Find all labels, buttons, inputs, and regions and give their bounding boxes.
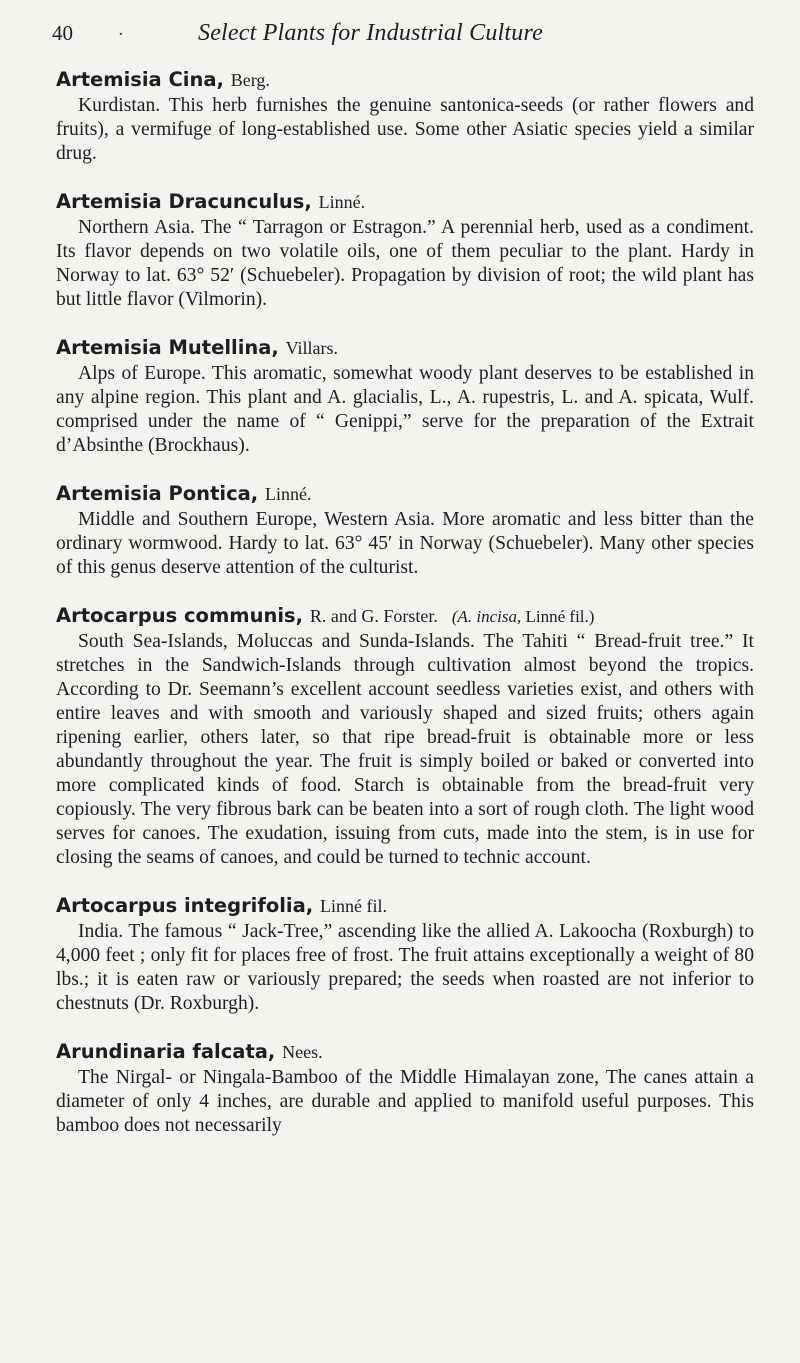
entry-artocarpus-communis (56, 602, 754, 870)
entry-author: Linné. (265, 484, 312, 504)
entry-author: Linné fil. (319, 896, 387, 916)
running-head (52, 20, 754, 60)
entry-artemisia-mutellina (56, 334, 754, 458)
entry-name: Arundinaria falcata, (56, 1040, 276, 1063)
entry-text: India. The famous “ Jack-Tree,” ascending like the allied A. Lakoocha (Roxburgh) to 4,000 feet ; only fit for places free of frost. The fruit attains exceptionally a weight of 80 lbs.; it is eaten raw or variously prepared; the seeds when roasted are not inferior to chestnuts (Dr. Roxburgh). (56, 921, 754, 1014)
entry-artemisia-dracunculus (56, 188, 754, 312)
entry-synonym-note (452, 607, 595, 626)
entry-text: South Sea-Islands, Moluccas and Sunda-Islands. The Tahiti “ Bread-fruit tree.” It stretches in the Sandwich-Islands through cultivation almost beyond the tropics. According to Dr. Seemann’s excellent account seedless varieties exist, and others with entire leaves and with smooth and variously shaped and sized fruits; others again ripening earlier, others later, so that ripe bread-fruit is obtainable more or less abundantly throughout the year. The fruit is simply boiled or baked or converted into more complicated kinds of food. Starch is obtainable from the bread-fruit very copiously. The very fibrous bark can be beaten into a sort of rough cloth. The light wood serves for canoes. The exudation, issuing from cuts, made into the stem, is in use for closing the seams of canoes, and could be turned to technic account. (56, 631, 754, 868)
page-number: 40 (52, 21, 73, 45)
entry-heading (56, 334, 754, 362)
entry-text: Northern Asia. The “ Tarragon or Estragon.” A perennial herb, used as a condiment. Its flavor depends on two volatile oils, one of them peculiar to the plant. Hardy in Norway to lat. 63° 52′ (Schuebeler). Propagation by division of root; the wild plant has but little flavor (Vilmorin). (56, 217, 754, 310)
entry-text: Middle and Southern Europe, Western Asia. More aromatic and less bitter than the ordinary wormwood. Hardy to lat. 63° 45′ in Norway (Schuebeler). Many other species of this genus deserve attention of the culturist. (56, 509, 754, 578)
entry-author: Berg. (230, 70, 270, 90)
entry-name: Artocarpus integrifolia, (56, 894, 314, 917)
entry-author: Linné. (318, 192, 366, 212)
entry-artocarpus-integrifolia (56, 892, 754, 1016)
entry-heading (56, 602, 754, 630)
running-title: Select Plants for Industrial Culture (198, 20, 543, 46)
entry-artemisia-pontica (56, 480, 754, 580)
entry-name: Artemisia Mutellina, (56, 336, 279, 359)
entry-author: R. and G. Forster. (309, 606, 438, 626)
entry-heading (56, 188, 754, 216)
entry-text: Alps of Europe. This aromatic, somewhat woody plant deserves to be established in any alpine region. This plant and A. glacialis, L., A. rupestris, L. and A. spicata, Wulf. comprised under the name of “ Genippi,” serve for the preparation of the Extrait d’Absinthe (Brockhaus). (56, 363, 754, 456)
entry-heading (56, 480, 754, 508)
entry-artemisia-cina (56, 66, 754, 166)
entry-author: Nees. (282, 1042, 323, 1062)
synonym-author: Linné fil.) (525, 607, 595, 626)
entry-name: Artemisia Pontica, (56, 482, 259, 505)
entry-text: The Nirgal- or Ningala-Bamboo of the Middle Himalayan zone, The canes attain a diameter of only 4 inches, are durable and applied to manifold useful purposes. This bamboo does not necessarily (56, 1067, 754, 1136)
entry-heading (56, 66, 754, 94)
entry-author: Villars. (285, 338, 339, 358)
entry-name: Artemisia Dracunculus, (56, 190, 312, 213)
header-separator: · (118, 24, 124, 45)
entry-heading (56, 1038, 754, 1066)
synonym-name: (A. incisa, (451, 607, 522, 626)
entry-name: Artocarpus communis, (56, 604, 304, 627)
entry-arundinaria-falcata (56, 1038, 754, 1138)
entry-text: Kurdistan. This herb furnishes the genuine santonica-seeds (or rather flowers and fruits), a vermifuge of long-established use. Some other Asiatic species yield a similar drug. (56, 95, 754, 164)
entry-heading (56, 892, 754, 920)
entry-name: Artemisia Cina, (56, 68, 224, 91)
